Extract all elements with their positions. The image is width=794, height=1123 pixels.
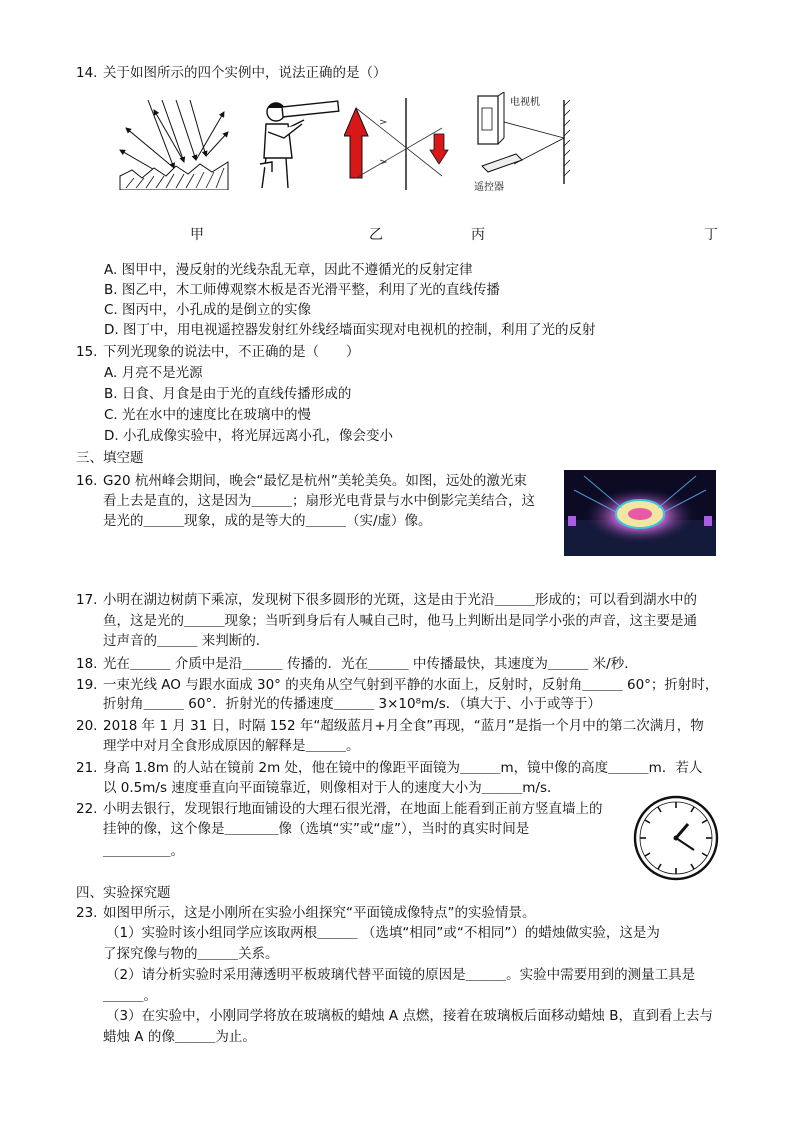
q16-number: 16. bbox=[76, 473, 98, 489]
caption-bing: 丙 bbox=[471, 227, 485, 243]
figure-carpenter bbox=[258, 98, 340, 190]
q15-option-d: D. 小孔成像实验中，将光屏远离小孔，像会变小 bbox=[104, 428, 393, 444]
q19-number: 19. bbox=[76, 677, 98, 693]
q23-line: （3）在实验中，小刚同学将放在玻璃板的蜡烛 A 点燃，接着在玻璃板后面移动蜡烛 B，直到看上去与 bbox=[106, 1008, 713, 1024]
q15-option-c: C. 光在水中的速度比在玻璃中的慢 bbox=[104, 407, 312, 423]
tv-label: 电视机 bbox=[510, 97, 540, 108]
caption-yi: 乙 bbox=[369, 227, 383, 243]
q18-text: 光在＿＿＿ 介质中是沿＿＿＿ 传播的．光在＿＿＿ 中传播最快，其速度为＿＿＿ 米/秒． bbox=[103, 656, 638, 672]
q19-line: 折射角＿＿＿ 60°．折射光的传播速度＿＿＿ 3×10⁸m/s．（填大于、小于或等于） bbox=[103, 696, 601, 712]
q23-line: （1）实验时该小组同学应该取两根＿＿＿ （选填“相同”或“不相同”）的蜡烛做实验，这是为 bbox=[106, 925, 660, 941]
q23-stem: 如图甲所示，这是小刚所在实验小组探究“平面镜成像特点”的实验情景。 bbox=[103, 905, 536, 921]
q23-number: 23. bbox=[76, 905, 98, 921]
q22-number: 22. bbox=[76, 801, 98, 817]
q21-number: 21. bbox=[76, 760, 98, 776]
q22-line: 挂钟的像，这个像是＿＿＿＿像（选填“实”或“虚”），当时的真实时间是 bbox=[103, 821, 530, 837]
remote-label: 遥控器 bbox=[474, 182, 504, 193]
q15-option-a: A. 月亮不是光源 bbox=[104, 365, 203, 381]
q23-line: （2）请分析实验时采用薄透明平板玻璃代替平面镜的原因是＿＿＿。实验中需要用到的测量工具是 bbox=[106, 967, 696, 983]
caption-ding: 丁 bbox=[704, 227, 718, 243]
q17-line: 过声音的＿＿＿ 来判断的. bbox=[103, 633, 261, 649]
q23-line: 蜡烛 A 的像＿＿＿为止。 bbox=[103, 1029, 256, 1045]
q23-line: ＿＿＿。 bbox=[103, 988, 157, 1004]
q14-option-a: A. 图甲中，漫反射的光线杂乱无章，因此不遵循光的反射定律 bbox=[104, 262, 473, 278]
q14-stem: 关于如图所示的四个实例中，说法正确的是（） bbox=[103, 65, 387, 81]
q21-line: 身高 1.8m 的人站在镜前 2m 处，他在镜中的像距平面镜为＿＿＿m，镜中像的高度＿＿＿m．若人 bbox=[103, 760, 703, 776]
figure-remote-wall bbox=[470, 92, 580, 194]
q19-line: 一束光线 AO 与跟水面成 30° 的夹角从空气射到平静的水面上，反射时，反射角＿＿＿ 60°；折射时， bbox=[103, 677, 719, 693]
q16-line: G20 杭州峰会期间，晚会“最忆是杭州”美轮美奂。如图，远处的激光束 bbox=[103, 473, 527, 489]
section-fill-blanks: 三、填空题 bbox=[76, 450, 144, 466]
q14-option-d: D. 图丁中，用电视遥控器发射红外线经墙面实现对电视机的控制，利用了光的反射 bbox=[104, 322, 596, 338]
q22-line: 小明去银行，发现银行地面铺设的大理石很光滑，在地面上能看到正前方竖直墙上的 bbox=[103, 801, 603, 817]
q17-line: 小明在湖边树荫下乘凉，发现树下很多圆形的光斑，这是由于光沿＿＿＿形成的；可以看到湖水中的 bbox=[103, 592, 697, 608]
section-experiment: 四、实验探究题 bbox=[76, 885, 171, 901]
q21-line: 以 0.5m/s 速度垂直向平面镜靠近，则像相对于人的速度大小为＿＿＿m/s． bbox=[103, 780, 561, 796]
q17-number: 17. bbox=[76, 592, 98, 608]
q20-line: 2018 年 1 月 31 日，时隔 152 年“超级蓝月+月全食”再现，“蓝月”是指一个月中的第二次满月，物 bbox=[103, 718, 704, 734]
g20-night-show-photo bbox=[564, 470, 716, 556]
q20-line: 理学中对月全食形成原因的解释是＿＿＿。 bbox=[103, 738, 360, 754]
q22-line: ＿＿＿＿＿。 bbox=[103, 843, 184, 859]
q18-number: 18. bbox=[76, 656, 98, 672]
q16-line: 是光的＿＿＿现象，成的是等大的＿＿＿（实/虚）像。 bbox=[103, 513, 432, 529]
clock-reflection-figure bbox=[632, 794, 720, 882]
q14-option-c: C. 图丙中，小孔成的是倒立的实像 bbox=[104, 302, 312, 318]
caption-jia: 甲 bbox=[190, 227, 204, 243]
q20-number: 20. bbox=[76, 718, 98, 734]
figure-pinhole bbox=[344, 98, 454, 190]
q23-line: 了探究像与物的＿＿＿关系。 bbox=[103, 946, 279, 962]
q14-option-b: B. 图乙中，木工师傅观察木板是否光滑平整，利用了光的直线传播 bbox=[104, 282, 500, 298]
q15-stem: 下列光现象的说法中，不正确的是（ ） bbox=[103, 344, 360, 360]
figure-diffuse-reflection bbox=[118, 98, 230, 190]
q15-number: 15. bbox=[76, 344, 98, 360]
q14-number: 14. bbox=[76, 65, 98, 81]
q15-option-b: B. 日食、月食是由于光的直线传播形成的 bbox=[104, 386, 352, 402]
q16-line: 看上去是直的，这是因为＿＿＿；扇形光电背景与水中倒影完美结合，这 bbox=[103, 493, 535, 509]
q17-line: 鱼，这是光的＿＿＿现象；当听到身后有人喊自己时，他马上判断出是同学小张的声音，这主要是通 bbox=[103, 613, 697, 629]
